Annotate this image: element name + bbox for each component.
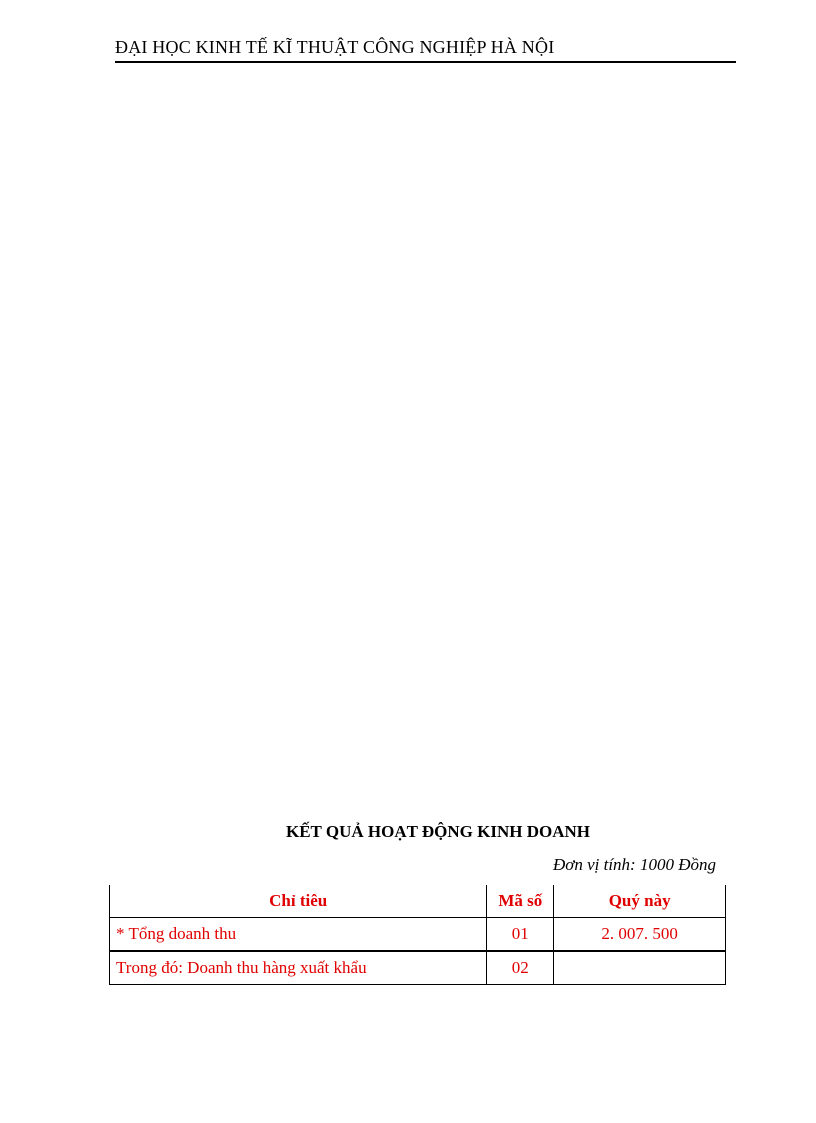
unit-note: Đơn vị tính: 1000 Đồng: [552, 855, 716, 874]
row-indicator: Trong đó: Doanh thu hàng xuất khẩu: [110, 951, 487, 985]
report-title: KẾT QUẢ HOẠT ĐỘNG KINH DOANH: [286, 822, 590, 841]
row-value: [554, 951, 726, 985]
table-row: [110, 918, 726, 952]
institution-name: ĐẠI HỌC KINH TẾ KĨ THUẬT CÔNG NGHIỆP HÀ NỘI: [115, 37, 555, 57]
page-header: [115, 37, 736, 63]
row-indicator: * Tổng doanh thu: [110, 918, 487, 952]
business-results-table: [109, 885, 726, 985]
header-code: Mã số: [487, 885, 554, 918]
row-value: 2. 007. 500: [554, 918, 726, 952]
row-code: 02: [487, 951, 554, 985]
table-header-row: [110, 885, 726, 918]
row-code: 01: [487, 918, 554, 952]
header-this-quarter: Quý này: [554, 885, 726, 918]
header-indicator: Chỉ tiêu: [110, 885, 487, 918]
table-row: [110, 951, 726, 985]
